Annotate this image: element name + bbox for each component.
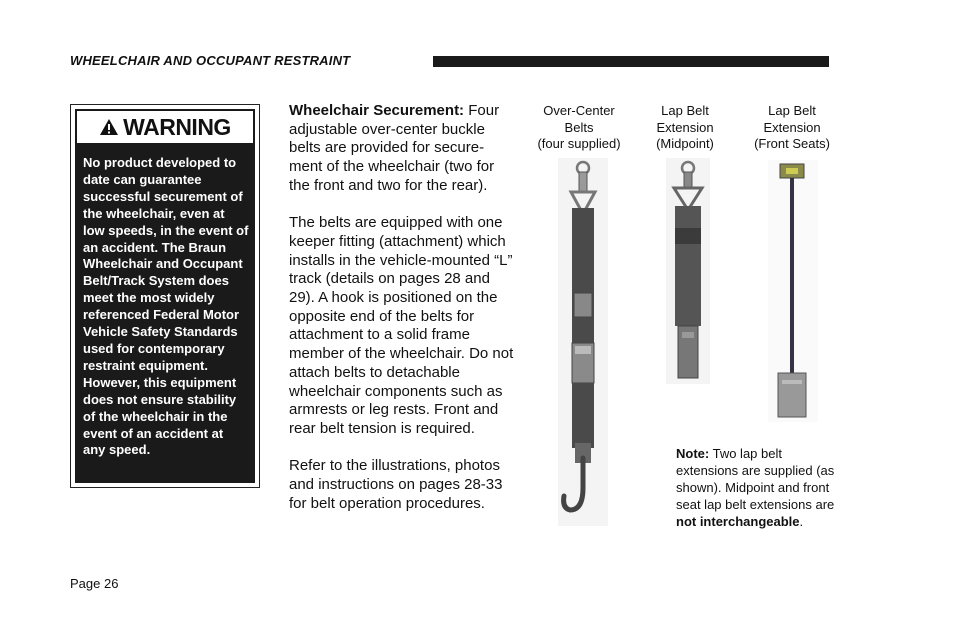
warning-box (70, 104, 260, 488)
caption-line: (four supplied) (537, 136, 621, 151)
caption-line: Lap Belt (661, 103, 709, 118)
caption-line: (Midpoint) (656, 136, 714, 151)
warning-heading: WARNING (123, 113, 231, 140)
caption-line: (Front Seats) (754, 136, 830, 151)
lap-belt-midpoint-photo (666, 158, 710, 384)
warning-text: No product developed to date can guarantee successful securement of the wheelchair, even at low speeds, in the event of an accident. The Braun Wheelchair and Occupant Belt/Track System does meet the most widely referenced Federal Motor Vehicle Safety Standards used for contemporary restraint equipment. However, this equipment does not ensure stability of the wheelchair in the event of an accident at any speed. (83, 155, 249, 458)
warning-triangle-icon (99, 118, 119, 136)
caption-line: Lap Belt (768, 103, 816, 118)
body-column (289, 102, 517, 532)
page-number: Page 26 (70, 576, 119, 591)
caption-line: Belts (564, 119, 594, 135)
securement-lead: Wheelchair Securement: (289, 102, 465, 119)
note-emphasis: not interchangeable (676, 514, 800, 529)
note-label: Note: (676, 446, 710, 461)
caption-over-center (525, 103, 633, 153)
note-text: Two lap belt extensions are supplied (as shown). Midpoint and front seat lap belt extensions are (676, 446, 835, 512)
caption-line: Over-Center (543, 103, 615, 118)
keeper-paragraph: The belts are equipped with one keeper fitting (attachment) which installs in the vehicle-mounted “L” track (details on pages 28 and 29). A hook is positioned on the opposite end of the belts for attachment to a solid frame member of the wheelchair. Do not attach belts to detachable wheelchair components such as armrests or leg rests. Front and rear belt tension is required. (289, 214, 514, 437)
title-rule (433, 56, 829, 67)
caption-lap-midpoint (640, 103, 730, 153)
caption-line: Extension (656, 119, 714, 135)
lap-belt-note (676, 445, 836, 530)
note-end: . (799, 514, 804, 529)
warning-panel (75, 109, 255, 483)
warning-header (75, 109, 255, 145)
securement-paragraph (289, 102, 517, 196)
section-title: WHEELCHAIR AND OCCUPANT RESTRAINT (70, 53, 351, 68)
caption-lap-front (742, 103, 842, 153)
over-center-belt-photo (558, 158, 608, 526)
lap-belt-front-seat-photo (768, 160, 818, 422)
caption-line: Extension (763, 119, 821, 135)
refer-paragraph: Refer to the illustrations, photos and instructions on pages 28-33 for belt operation procedures. (289, 457, 503, 512)
securement-text: Four adjustable over-center buckle belts are provided for secure-ment of the wheelchair (two for the front and two for the rear). (289, 102, 500, 194)
